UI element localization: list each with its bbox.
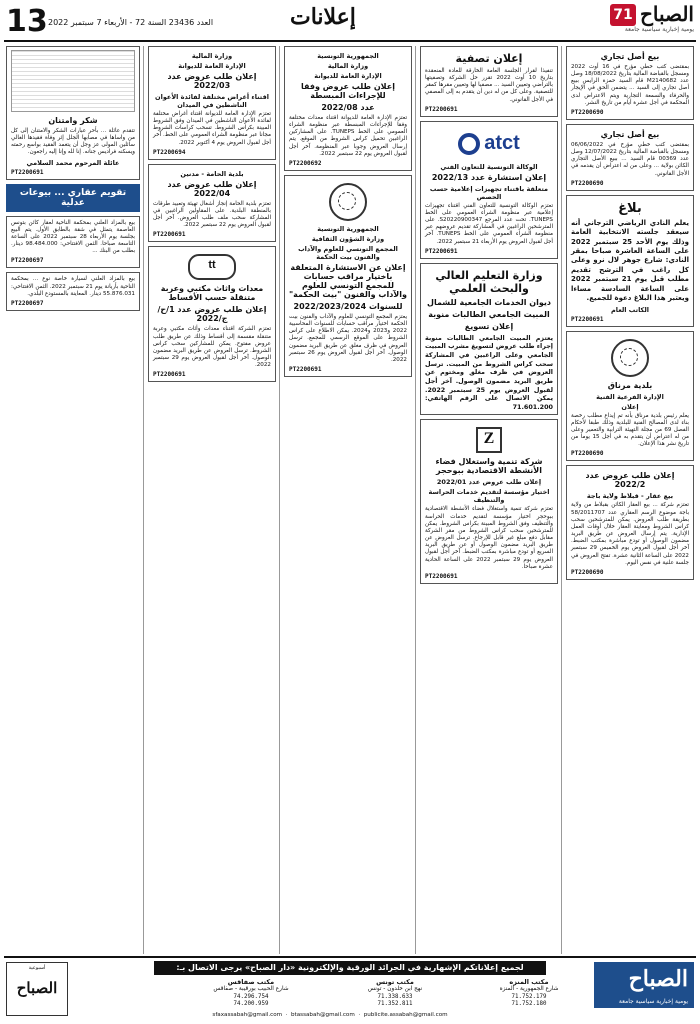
ad-subtitle-3: إعلان عن الاستشارة المتعلقة باختيار مراقب حسابات للمجمع التونسي للعلوم والآداب والفنون "بيت الحكمة" <box>289 262 407 299</box>
ad-subtitle-3: إعلان طلب عروض وفقا للإجراءات المبسطة <box>301 82 395 100</box>
ad-title: وزارة التعليم العالي والبحث العلمي <box>435 268 543 295</box>
ad-title: بلدية الحامة - مدنين <box>180 169 244 178</box>
ad-ref: PT2200694 <box>153 148 186 156</box>
email-link[interactable]: sfaxassabah@gmail.com <box>212 1012 283 1018</box>
ad-subtitle-4: للسنوات 2022/2023/2024 <box>293 301 403 311</box>
office-phone: 74.296.754 <box>233 993 269 1000</box>
footer-logo-name: الصباح <box>628 966 688 992</box>
ad-ref: PT2200691 <box>425 105 458 113</box>
ad-subtitle-2: اختيار مؤسسة لتقديم خدمات الحراسة والتنظيف <box>428 488 550 505</box>
ad-subtitle: وزارة الشؤون الثقافية <box>311 234 385 243</box>
ad-judicial-sale-2 <box>6 272 140 310</box>
ad-commercial-sale-1 <box>566 46 694 120</box>
ad-tender-property <box>566 465 694 579</box>
ad-university-housing <box>420 263 558 416</box>
ad-subtitle-2: إعلان <box>621 402 639 411</box>
ad-municipality <box>566 331 694 462</box>
ad-title: وزارة المالية <box>191 52 233 60</box>
ad-title: الجمهورية التونسية <box>317 52 379 60</box>
ad-body: تعتزم شركة تنمية واستغلال فضاء الأنشطة الاقتصادية ببوحجر اختيار مؤسسة لتقديم خدمات الحراسة والتنظيف وفق الشروط المبينة بكراس الشروط. يمكن للمترشحين سحب كراس الشروط من مقر الشركة مقابل دفع مبلغ غير قابل للإرجاع. ترسل العروض عن طريق البريد مضمون الوصول أو عن طريق البريد السريع أو تودع مباشرة بمكتب الضبط. آخر أجل لقبول العروض يوم 29 سبتمبر 2022 على الساعة الحادية عشرة صباحا. <box>425 506 553 570</box>
office-sfax <box>186 978 316 1009</box>
ad-body: تعتزم بلدية الحامة إنجاز أشغال تهيئة وتعبيد طرقات بالمنطقة البلدية. على المقاولين الراغبين في المشاركة سحب ملف طلب العروض. آخر أجل لقبول العروض يوم 22 سبتمبر 2022. <box>153 200 271 229</box>
atct-logo-icon <box>425 129 553 159</box>
institution-seal-icon <box>329 183 367 221</box>
ad-atct <box>420 121 558 259</box>
office-fax: 71.352.811 <box>377 1001 413 1008</box>
tt-logo-icon: tt <box>188 254 236 280</box>
office-name: مكتب المنزه <box>509 978 549 986</box>
judicial-sales-banner: تقويم عقاري ... بيوعات عدلية <box>6 184 140 212</box>
ad-body: يعلم رئيس بلدية مرناق بأنه تم إيداع مطلب رخصة بناء لدى المصالح الفنية للبلدية وذلك طبقا لأحكام الفصل 69 من مجلة التهيئة الترابية والتعمير وعلى من له اعتراض أن يتقدم به في أجل 15 يوما من تاريخ نشر هذا الإعلان. <box>571 412 689 448</box>
ad-sign: عائلة المرحوم محمد السلامي <box>26 158 120 167</box>
ad-subtitle-2: إعلان طلب عروض عدد 2022/03 <box>167 72 257 90</box>
ad-tunisie-telecom <box>148 246 276 382</box>
ad-title: إعلان استشارة عدد 2022/13 <box>431 172 547 182</box>
ad-subtitle: ديوان الخدمات الجامعية للشمال <box>427 297 551 307</box>
ad-bouhajar-zone <box>420 419 558 583</box>
ad-body: تعتزم الإدارة العامة للديوانة اقتناء معدات مختلفة وفقا للإجراءات المبسطة عبر منظومة الشراء العمومي على الخط TUNEPS. على المشاركين الراغبين تحميل كراس الشروط من الموقع. يتم إرسال العروض وجوبا عبر المنظومة. آخر أجل لقبول العروض يوم 22 سبتمبر 2022. <box>289 115 408 157</box>
ad-subtitle: بيع عقار - قبلاط ولاية باجة <box>586 492 674 501</box>
office-address: شارع الحبيب بورقيبة - صفاقس <box>213 986 289 992</box>
ad-subtitle: وزارة المالية <box>327 62 369 70</box>
ad-body: تعتزم الإدارة العامة للديوانة اقتناء أغراض مختلفة لفائدة الأعوان الناشطين في الميدان وفق الشروط المبينة بكراس الشروط. تسحب كراسات الشروط مجانا عبر منظومة الشراء العمومي على الخط. آخر أجل لقبول العروض يوم 4 أكتوبر 2022. <box>153 111 271 146</box>
issue-info: العدد 23436 السنة 72 - الأربعاء 7 سبتمبر 2022 <box>48 18 214 27</box>
ad-subtitle: متعلقة باقتناء تجهيزات إعلامية حسب الحصص <box>429 184 549 201</box>
atct-ring-icon <box>458 133 480 155</box>
ad-body: بيع بالمزاد العلني لسيارة خاصة نوع ... بمحكمة الناحية بأريانة يوم 21 سبتمبر 2022. الثمن الافتتاحي: 55.876.031 دينار. المعاينة بالمستودع البلدي. <box>11 276 135 297</box>
ad-ref: PT2200691 <box>153 371 186 379</box>
ad-subtitle-2: المجمع التونسي للعلوم والآداب والفنون بيت الحكمة <box>298 244 398 261</box>
ad-notice <box>566 195 694 327</box>
footer-logo-left <box>6 962 68 1016</box>
footer-emails: sfaxassabah@gmail.com · btassabah@gmail.com · publicite.assabah@gmail.com <box>212 1012 448 1018</box>
ad-title: بيع أصل تجاري <box>600 129 660 139</box>
ad-ref: PT2200691 <box>425 572 458 580</box>
masthead-name: الصباح <box>639 2 694 26</box>
ad-ref: PT2200690 <box>571 450 604 458</box>
ad-thanks <box>6 46 140 180</box>
ad-title: إعلان تصفية <box>455 52 523 65</box>
column-5 <box>6 46 140 954</box>
ad-title: بلدية مرناق <box>607 380 653 390</box>
footer <box>4 956 696 1020</box>
ad-body: يعتزم المجمع التونسي للعلوم والآداب والفنون بيت الحكمة اختيار مراقب حسابات للسنوات المحاسبية 2022 و2023 و2024. يمكن الاطلاع على كراس الشروط على الموقع الرسمي للمجمع. ترسل العروض في ظرف مغلق عن طريق البريد مضمون الوصول. آخر أجل لقبول العروض يوم 26 سبتمبر 2022. <box>289 313 408 363</box>
municipality-seal-icon <box>611 339 649 377</box>
notice-sign: الكاتب العام <box>610 305 650 314</box>
ad-subtitle: إعلان طلب عروض عدد 2022/04 <box>167 179 257 198</box>
office-tunis <box>330 978 460 1009</box>
atct-logo-text: atct <box>484 132 520 155</box>
ad-subtitle-3: إعلان تسويغ <box>464 321 514 331</box>
ad-body: يعتزم المبيت الجامعي الطالبات منوبة إجراء طلب عروض لتسويغ مشرب المبيت الجامعي وعلى الراغبين في المشاركة سحب كراس الشروط من المبيت. ترسل العروض في ظرف مغلق ومختوم عن طريق البريد مضمون الوصول. آخر أجل لقبول العروض يوم 25 سبتمبر 2022. يمكن الاتصال على الرقم الهاتفي: 71.601.200 <box>425 333 553 411</box>
office-fax: 71.752.180 <box>511 1001 547 1008</box>
ad-body: تتقدم عائلة ... بأحر عبارات الشكر والامتنان إلى كل من واساها في مصابها الجلل إثر وفاة فقيدها الغالي سائلين المولى عز وجل أن يتغمد الفقيد بواسع رحمته ويسكنه فراديس جنانه. إنا لله وإنا إليه راجعون. <box>11 128 135 156</box>
ad-ref: PT2200691 <box>425 247 458 255</box>
ad-ref: PT2200690 <box>571 568 604 576</box>
ad-ref: PT2200690 <box>571 108 604 116</box>
office-name: مكتب تونس <box>376 978 414 986</box>
ad-body: تعتزم الوكالة التونسية للتعاون الفني اقتناء تجهيزات إعلامية عبر منظومة الشراء العمومي على الخط TUNEPS. تحت عدد المرجع S20220900347. على المترشحين الراغبين في المشاركة تقديم عروضهم عبر منظومة الشراء العمومي على الخط TUNEPS. آخر أجل لقبول العروض يوم الأربعاء 21 سبتمبر 2022. <box>425 202 553 245</box>
ad-body: بيع بالمزاد العلني بمحكمة الناحية لعقار كائن بتونس العاصمة يتمثل في شقة بالطابق الأول. يتم البيع بجلسة يوم الأربعاء 28 سبتمبر 2022 على الساعة التاسعة صباحا. الثمن الافتتاحي: 98.484.000 دينار. بطلب من البنك ... <box>11 219 136 255</box>
ad-ref: PT2200692 <box>289 159 322 167</box>
ad-body: تعتزم الشركة اقتناء معدات وأثاث مكتبي وعربة متنقلة مقسمة إلى أقساط وذلك عن طريق طلب عروض مفتوح. يمكن للمشاركين سحب كراس الشروط. ترسل العروض عن طريق البريد مضمون الوصول. آخر أجل لقبول العروض يوم 29 سبتمبر 2022. <box>153 326 271 369</box>
office-phone: 71.752.179 <box>511 993 547 1000</box>
ad-body: تنفيذا لقرار الجلسة العامة الخارقة للعادة المنعقدة بتاريخ 10 أوت 2022 تقرر حل الشركة وتصفيتها بالتراضي وتعيين السيد ... مصفيا لها وتعيين مقرها كمقر للتصفية. وعلى كل من له دين أن يتقدم به إلى المصفي في الأجل القانوني. <box>425 68 553 103</box>
ad-title: بيع أصل تجاري <box>600 52 660 61</box>
ad-body: بمقتضى كتب خطي مؤرخ في 06/06/2022 ومسجل بالقباضة المالية بتاريخ 12/07/2022 وصل عدد 00369 قام السيد ... ببيع الأصل التجاري الكائن بولاية ... وعلى من له اعتراض أن يقدمه في الأجل القانوني. <box>571 141 690 177</box>
ad-subtitle-4: عدد 2022/08 <box>321 103 375 112</box>
ad-ref: PT2200690 <box>571 179 604 187</box>
office-name: مكتب صفاقس <box>227 978 275 986</box>
column-divider <box>279 46 280 954</box>
ad-title: إعلان طلب عروض عدد 2022/2 <box>585 471 675 490</box>
ad-ref: PT2200691 <box>153 231 186 239</box>
ad-body: تعتزم شركة ... بيع العقار الكائن بقبلاط من ولاية باجة موضوع الرسم العقاري عدد 58/2011707 بطريقة طلب العروض. يمكن للمترشحين سحب كراس الشروط ومعاينة العقار خلال أوقات العمل الإدارية. يتم إرسال العروض عن طريق البريد مضمون الوصول أو تودع مباشرة بمكتب الضبط. آخر أجل لقبول العروض يوم الخميس 29 سبتمبر 2022 على الساعة الثانية عشرة. تفتح العروض في جلسة علنية في نفس اليوم. <box>571 502 689 566</box>
ad-subtitle: الإدارة الفرعية الفنية <box>596 392 664 401</box>
office-menzah <box>474 978 584 1009</box>
ad-ref: PT2200697 <box>11 299 44 307</box>
footer-logo-left-name: الصباح <box>16 979 58 997</box>
column-1 <box>566 46 694 954</box>
footer-logo <box>594 962 694 1008</box>
ad-subtitle-3: اقتناء أغراض مختلفة لفائدة الأعوان الناشطين في الميدان <box>155 93 269 109</box>
page-number: 13 <box>6 4 48 39</box>
ad-title: شكر وامتنان <box>48 116 98 125</box>
footer-logo-left-tag: أسبوعية <box>28 965 46 971</box>
column-divider <box>561 46 562 954</box>
ad-org: الوكالة التونسية للتعاون الفني <box>440 162 538 171</box>
masthead-badge: 71 <box>610 4 636 26</box>
ad-title: شركة تنمية واستغلال فضاء الأنشطة الاقتصادية ببوحجر <box>435 457 543 476</box>
ad-liquidation <box>420 46 558 117</box>
column-divider <box>143 46 144 954</box>
office-fax: 74.200.959 <box>233 1001 269 1008</box>
ad-commercial-sale-2 <box>566 124 694 191</box>
ad-title: معدات واثاث مكتبي وعربة متنقلة حسب الأقساط <box>160 284 264 303</box>
ad-municipality-hamma <box>148 164 276 243</box>
column-4 <box>148 46 276 954</box>
ad-subtitle: إعلان طلب عروض عدد 2022/01 <box>436 478 542 487</box>
notice-title: بلاغ <box>618 200 642 216</box>
ad-customs-equipment <box>148 46 276 160</box>
footer-logo-tag: يومية إخبارية سياسية جامعة <box>618 998 688 1005</box>
column-2 <box>420 46 558 954</box>
section-title: إعلانات <box>290 4 356 30</box>
header-rule <box>4 40 696 42</box>
footer-banner: لجميع إعلاناتكم الإشهارية في الجرائد الورقية والإلكترونية «دار الصباح» يرجى الاتصال بـ: <box>154 961 546 975</box>
ad-subtitle-2: الإدارة العامة للديوانة <box>314 72 382 80</box>
ad-ref: PT2200691 <box>571 315 604 323</box>
ad-customs-simplified <box>284 46 412 171</box>
masthead-logo <box>610 2 694 38</box>
email-link[interactable]: btassabah@gmail.com <box>291 1012 355 1018</box>
ad-ref: PT2200697 <box>11 257 44 265</box>
ad-judicial-sale-1 <box>6 216 140 269</box>
ad-beit-al-hikma <box>284 175 412 377</box>
office-phone: 71.338.633 <box>377 993 413 1000</box>
ad-subtitle: الإدارة العامة للديوانة <box>178 62 246 70</box>
office-address: شارع الجمهورية - المنزه <box>499 986 559 992</box>
column-3 <box>284 46 412 954</box>
column-divider <box>415 46 416 954</box>
ad-body: بمقتضى كتب خطي مؤرخ في 16 أوت 2022 ومسجل بالقباضة المالية بتاريخ 18/08/2022 وصل عدد M2140682 قام السيد حمزة الرايس ببيع أصل تجاري إلى السيد ... يتضمن الحق في الإيجار والحرفاء والسمعة التجارية ويتم الاعتراض لدى المحكمة في أجل عشرة أيام من تاريخ النشر. <box>571 64 689 106</box>
office-address: نهج ابن خلدون - تونس <box>367 986 423 992</box>
ornament-icon <box>11 50 135 112</box>
ad-ref: PT2200691 <box>289 366 322 374</box>
notice-body: يعلم النادي الرياضي الترجاني أنه سيعقد جلسته الانتخابية العامة وذلك يوم الأحد 25 سبتمبر 2022 على الساعة العاشرة صباحا بمقر النادي: شارع جوهر لال نرو وعلى كل راغب في الترشح تقديم مطلب قبل يوم 21 سبتمبر 2022 على الساعة السادسة مساءا ويعتبر هذا البلاغ دعوة للجميع. <box>571 218 689 303</box>
company-logo-icon: Z <box>476 427 502 453</box>
ad-title: الجمهورية التونسية <box>317 224 379 233</box>
masthead-tagline: يومية إخبارية سياسية جامعة <box>624 26 694 33</box>
ad-ref: PT2200691 <box>11 168 44 176</box>
ad-subtitle: إعلان طلب عروض عدد 1/ح/ج/2022 <box>157 305 267 324</box>
email-link[interactable]: publicite.assabah@gmail.com <box>363 1012 448 1018</box>
ad-subtitle-2: المبيت الجامعي الطالبات منوبة <box>428 309 550 319</box>
